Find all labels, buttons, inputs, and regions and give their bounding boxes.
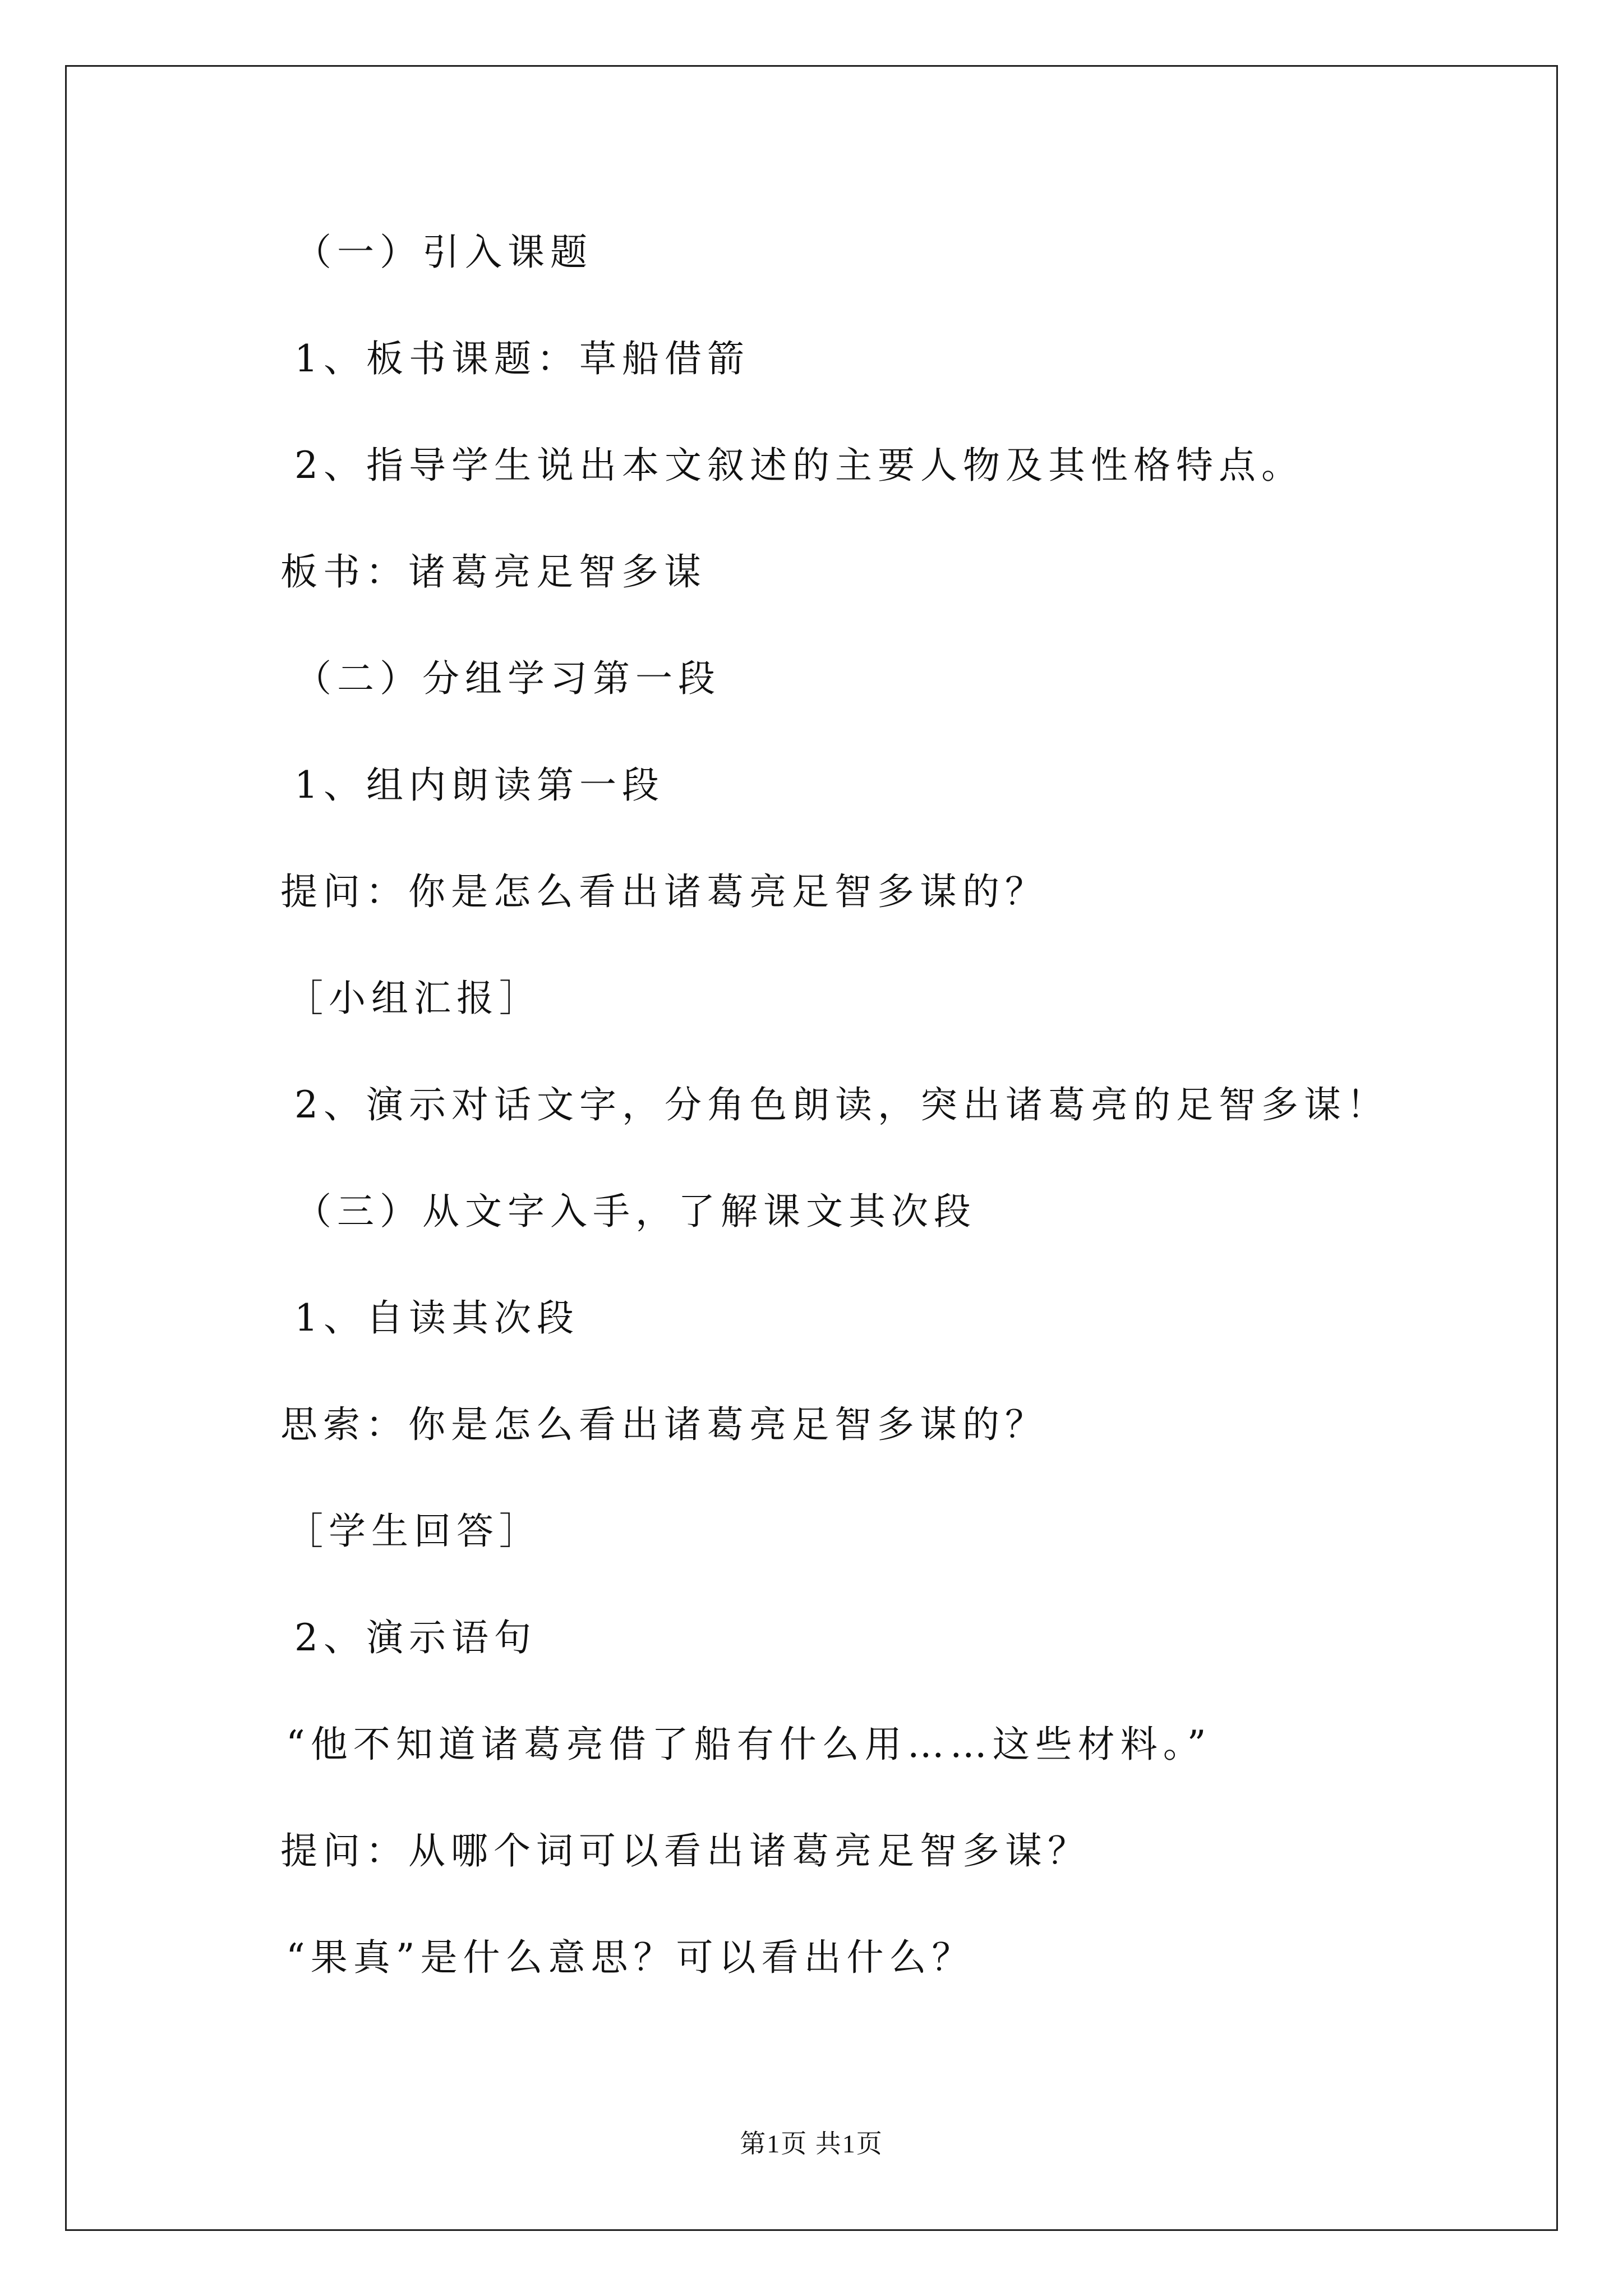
section-heading-3: （三）从文字入手，了解课文其次段 bbox=[294, 1190, 976, 1233]
paragraph-line: 1、自读其次段 bbox=[294, 1296, 579, 1340]
paragraph-line: ［小组汇报］ bbox=[286, 977, 542, 1020]
page-footer: 第1页 共1页 bbox=[740, 2129, 883, 2158]
paragraph-line: 提问：从哪个词可以看出诸葛亮足智多谋？ bbox=[280, 1829, 1090, 1872]
section-heading-2: （二）分组学习第一段 bbox=[294, 657, 721, 700]
paragraph-line: “果真”是什么意思？可以看出什么？ bbox=[286, 1936, 975, 1979]
section-heading-1: （一）引入课题 bbox=[294, 231, 593, 274]
paragraph-line: 板书：诸葛亮足智多谋 bbox=[280, 550, 707, 593]
paragraph-line: “他不知道诸葛亮借了船有什么用……这些材料。” bbox=[286, 1723, 1212, 1766]
paragraph-line: 2、演示对话文字，分角色朗读，突出诸葛亮的足智多谋！ bbox=[294, 1083, 1389, 1126]
paragraph-line: 提问：你是怎么看出诸葛亮足智多谋的？ bbox=[280, 870, 1048, 913]
paragraph-line: ［学生回答］ bbox=[286, 1510, 542, 1553]
paragraph-line: 1、板书课题：草船借箭 bbox=[294, 337, 750, 380]
paragraph-line: 2、演示语句 bbox=[294, 1616, 537, 1659]
paragraph-line: 2、指导学生说出本文叙述的主要人物及其性格特点。 bbox=[294, 444, 1304, 487]
paragraph-line: 1、组内朗读第一段 bbox=[294, 763, 665, 807]
document-body bbox=[280, 222, 1514, 2033]
paragraph-line: 思索：你是怎么看出诸葛亮足智多谋的？ bbox=[280, 1403, 1048, 1446]
